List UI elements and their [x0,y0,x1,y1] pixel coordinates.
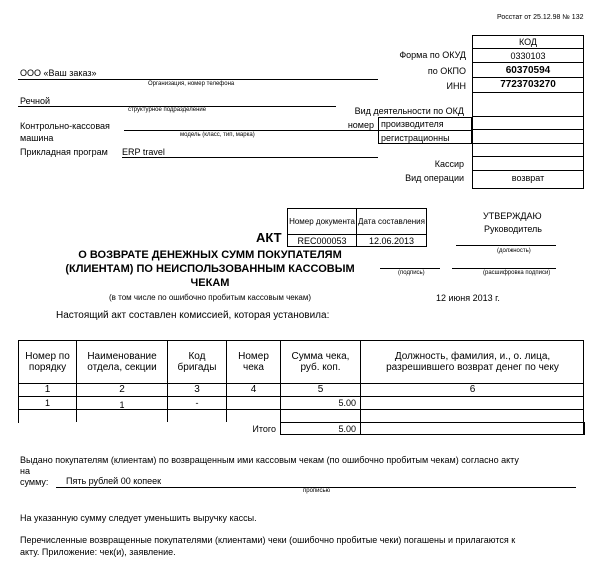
commission-text: Настоящий акт составлен комиссией, которая установила: [56,310,330,321]
total-value: 5.00 [338,424,356,434]
okud-label: Форма по ОКУД [399,50,466,60]
act-title-line-1: О ВОЗВРАТЕ ДЕНЕЖНЫХ СУММ ПОКУПАТЕЛЯМ [78,249,342,261]
col-number-1: 1 [44,384,51,396]
act-title-line-3: ЧЕКАМ [190,277,230,289]
program-label: Прикладная програм [20,147,108,157]
kkm-label-2: машина [20,133,54,143]
sum-label: сумму: [20,477,49,487]
division-caption: структурное подразделение [128,107,207,113]
row-check [227,397,280,409]
cashier-label: Кассир [434,159,464,169]
kkm-caption: модель (класс, тип, марка) [180,132,255,138]
act-subtitle: (в том числе по ошибочно пробитым кассовым чекам) [108,293,312,302]
col-header-number: Номер по порядку [25,350,70,373]
doc-number: REC000053 [297,235,347,246]
col-number-4: 4 [250,384,257,396]
operation-label: Вид операции [405,173,464,183]
doc-number-header: Номер документа [289,216,355,226]
operation-value: возврат [511,173,545,183]
col-header-department: Наименование отдела, секции [87,350,157,373]
signature-caption: (подпись) [398,270,425,276]
form-approval-note: Росстат от 25.12.98 № 132 [497,14,584,21]
sum-caption: прописью [303,488,331,494]
act-title-line-2: (КЛИЕНТАМ) ПО НЕИСПОЛЬЗОВАННЫМ КАССОВЫМ [65,263,355,275]
doc-date-header: Дата составления [358,216,425,226]
row-department: 1 [119,399,125,410]
attach-text-line-1: Перечисленные возвращенные покупателями (клиентами) чеки (ошибочно пробитые чеки) погашены и прилагаются к [20,535,516,545]
okpo-label: по ОКПО [427,66,466,76]
col-header-sum: Сумма чека, руб. коп. [291,350,350,373]
kkm-label-1: Контрольно-кассовая [20,121,110,131]
org-name-caption: Организация, номер телефона [148,81,235,87]
col-number-6: 6 [469,384,476,396]
attach-text-line-2: акту. Приложение: чек(и), заявление. [20,547,176,557]
total-label: Итого [252,424,276,434]
program-value: ERP travel [122,147,165,157]
codes-title: КОД [518,37,538,47]
row-sum: 5.00 [338,398,356,408]
approve-title: УТВЕРЖДАЮ [483,211,542,221]
approve-role: Руководитель [484,224,542,234]
col-number-2: 2 [119,384,125,396]
decoding-caption: (расшифровка подписи) [483,270,551,276]
number-label: номер [347,120,374,130]
manufacturer-label: производителя [381,119,444,129]
issued-text-line-1: Выдано покупателям (клиентам) по возвращенным ими кассовым чекам (по ошибочно пробитым чекам) согласно акту [20,455,519,465]
org-name: ООО «Ваш заказ» [20,68,97,78]
col-header-brigade: Код бригады [177,350,217,373]
doc-date: 12.06.2013 [368,235,415,246]
col-number-5: 5 [317,384,324,396]
row-brigade: - [195,397,199,408]
col-header-authorizer: Должность, фамилия, и., о. лица, разрешившего возврат денег по чеку [386,350,559,373]
row-authorizer [361,397,584,409]
inn-label: ИНН [446,81,466,91]
division-name: Речной [20,96,51,106]
col-header-check: Номер чека [238,350,269,373]
okud-code: 0330103 [510,51,546,61]
activity-label: Вид деятельности по ОКД [354,106,464,116]
col-number-3: 3 [194,384,200,396]
issued-text-line-2: на [20,466,30,476]
registration-label: регистрационны [381,133,450,143]
okpo-code: 60370594 [505,65,551,76]
approve-date: 12 июня 2013 г. [436,293,500,303]
position-caption: (должность) [497,248,531,254]
reduce-text: На указанную сумму следует уменьшить выручку кассы. [20,513,257,523]
inn-code: 7723703270 [500,79,556,90]
sum-in-words: Пять рублей 00 копеек [66,476,162,486]
row-number: 1 [44,397,50,408]
act-title-word: АКТ [256,230,282,245]
